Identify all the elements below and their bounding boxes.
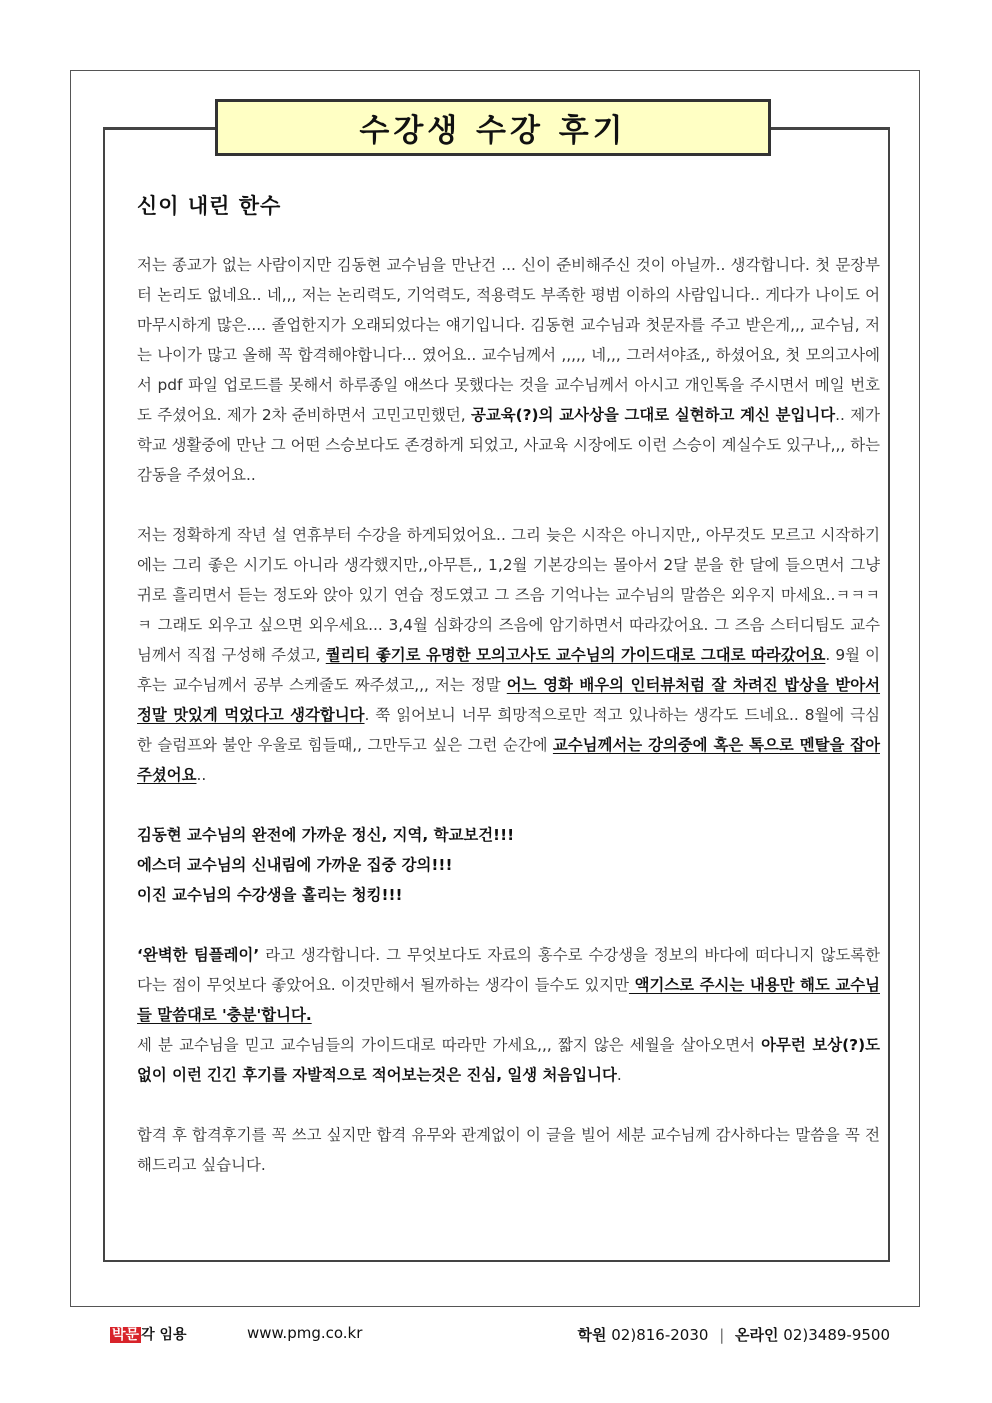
p1-segment: 공교육(?)의 교사상을 그대로 실현하고 계신 분입니다	[470, 406, 836, 424]
title-banner	[215, 99, 771, 156]
slogan-1: 김동현 교수님의 완전에 가까운 정신, 지역, 학교보건!!!	[137, 826, 515, 844]
p2-segment: 퀄리티 좋기로 유명한 모의고사도 교수님의 가이드대로 그대로 따라갔어요	[325, 646, 826, 664]
separator: |	[719, 1326, 725, 1344]
p2-segment: . 쭉 읽어보니 너무 희망적으로만 적고 있나하는 생각도 드네요.. 8월에 극심한 슬럼프와 불안 우울로 힘들때,, 그만두고 싶은 그런 순간에	[137, 706, 881, 754]
paragraph-5: 합격 후 합격후기를 꼭 쓰고 싶지만 합격 유무와 관계없이 이 글을 빌어 세분 교수님께 감사하다는 말씀을 꼭 전해드리고 싶습니다.	[137, 1126, 880, 1174]
slogan-3: 이진 교수님의 수강생을 홀리는 청킹!!!	[137, 886, 403, 904]
website-link[interactable]: www.pmg.co.kr	[247, 1324, 363, 1342]
review-heading: 신이 내린 한수	[137, 194, 282, 218]
p2-segment: 교수님께서는 강의중에 혹은 톡으로 멘탈을 잡아주셨어요	[137, 736, 880, 784]
online-phone: 02)3489-9500	[783, 1326, 890, 1344]
paragraph-4	[137, 1030, 880, 1090]
p2-segment: 어느 영화 배우의 인터뷰처럼 잘 차려진 밥상을 받아서 정말 맛있게 먹었다고 생각합니다	[137, 676, 881, 724]
paragraph-3	[137, 940, 880, 1030]
p2-segment: 저는 정확하게 작년 설 연휴부터 수강을 하게되었어요.. 그리 늦은 시작은 아니지만,, 아무것도 모르고 시작하기에는 그리 좋은 시기도 아니라 생각했지만,,아무튼,, 1,2월 기본강의는 몰아서 2달 분을 한 달에 들으면서 그냥 귀로 흘리면서 듣는 정도와 앉아 있기 연습 정도였고 그 즈음 기억나는 교수님의 말씀은 외우지 마세요..ㅋㅋㅋㅋ 그래도 외우고 싶으면 외우세요... 3,4월 심화강의 즈음에 암기하면서 따라갔어요. 그 즈음 스터디팀도 교수님께서 직접 구성해 주셨고,	[137, 526, 880, 664]
p4-segment: 세 분 교수님을 믿고 교수님들의 가이드대로 따라만 가세요,,, 짧지 않은 세월을 살아오면서	[137, 1036, 762, 1054]
p3-segment: ‘완벽한 팀플레이’	[137, 946, 260, 964]
academy-phone: 02)816-2030	[611, 1326, 709, 1344]
p1-segment: .. 제가 학교 생활중에 만난 그 어떤 스승보다도 존경하게 되었고, 사교육 시장에도 이런 스승이 계실수도 있구나,,, 하는 감동을 주셨어요..	[137, 406, 880, 484]
p2-segment: ..	[196, 766, 207, 784]
paragraph-2	[137, 520, 880, 790]
logo-red-part: 박문	[112, 1327, 140, 1343]
contact-info	[577, 1324, 890, 1345]
logo-rest: 각	[141, 1327, 155, 1343]
brand-logo	[110, 1324, 187, 1344]
academy-label: 학원	[577, 1326, 607, 1344]
p3-segment: 라고 생각합니다. 그 무엇보다도 자료의 홍수로 수강생을 정보의 바다에 떠다니지 않도록한다는 점이 무엇보다 좋았어요. 이것만해서 될까하는 생각이 들수도 있지만	[137, 946, 880, 994]
logo-suffix: 임용	[154, 1327, 187, 1343]
slogan-2: 에스더 교수님의 신내림에 가까운 집중 강의!!!	[137, 856, 453, 874]
slogan-list	[137, 820, 880, 910]
p4-segment: .	[616, 1066, 622, 1084]
online-label: 온라인	[735, 1326, 779, 1344]
footer	[110, 1322, 890, 1348]
review-content	[137, 190, 880, 1210]
p1-segment: 저는 종교가 없는 사람이지만 김동현 교수님을 만난건 ... 신이 준비해주신 것이 아닐까.. 생각합니다. 첫 문장부터 논리도 없네요.. 네,,, 저는 논리력도, 기억력도, 적용력도 부족한 평범 이하의 사람입니다.. 게다가 나이도 어마무시하게 많은.... 졸업한지가 오래되었다는 얘기입니다. 김동현 교수님과 첫문자를 주고 받은게,,, 교수님, 저는 나이가 많고 올해 꼭 합격해야합니다... 였어요.. 교수님께서 ,,,,, 네,,, 그러셔야죠,, 하셨어요, 첫 모의고사에서 pdf 파일 업로드를 못해서 하루종일 애쓰다 못했다는 것을 교수님께서 아시고 개인톡을 주시면서 메일 번호도 주셨어요. 제가 2차 준비하면서 고민고민했던,	[137, 256, 880, 424]
p2-segment: . 9월 이후는 교수님께서 공부 스케줄도 짜주셨고,,, 저는 정말	[137, 646, 880, 694]
p3-segment: 액기스로 주시는 내용만 해도 교수님들 말씀대로 '충분'합니다.	[137, 976, 880, 1024]
page-title: 수강생 수강 후기	[359, 113, 627, 149]
p4-segment: 아무런 보상(?)도 없이 이런 긴긴 후기를 자발적으로 적어보는것은 진심, 일생 처음입니다	[137, 1036, 881, 1084]
paragraph-1	[137, 250, 880, 490]
